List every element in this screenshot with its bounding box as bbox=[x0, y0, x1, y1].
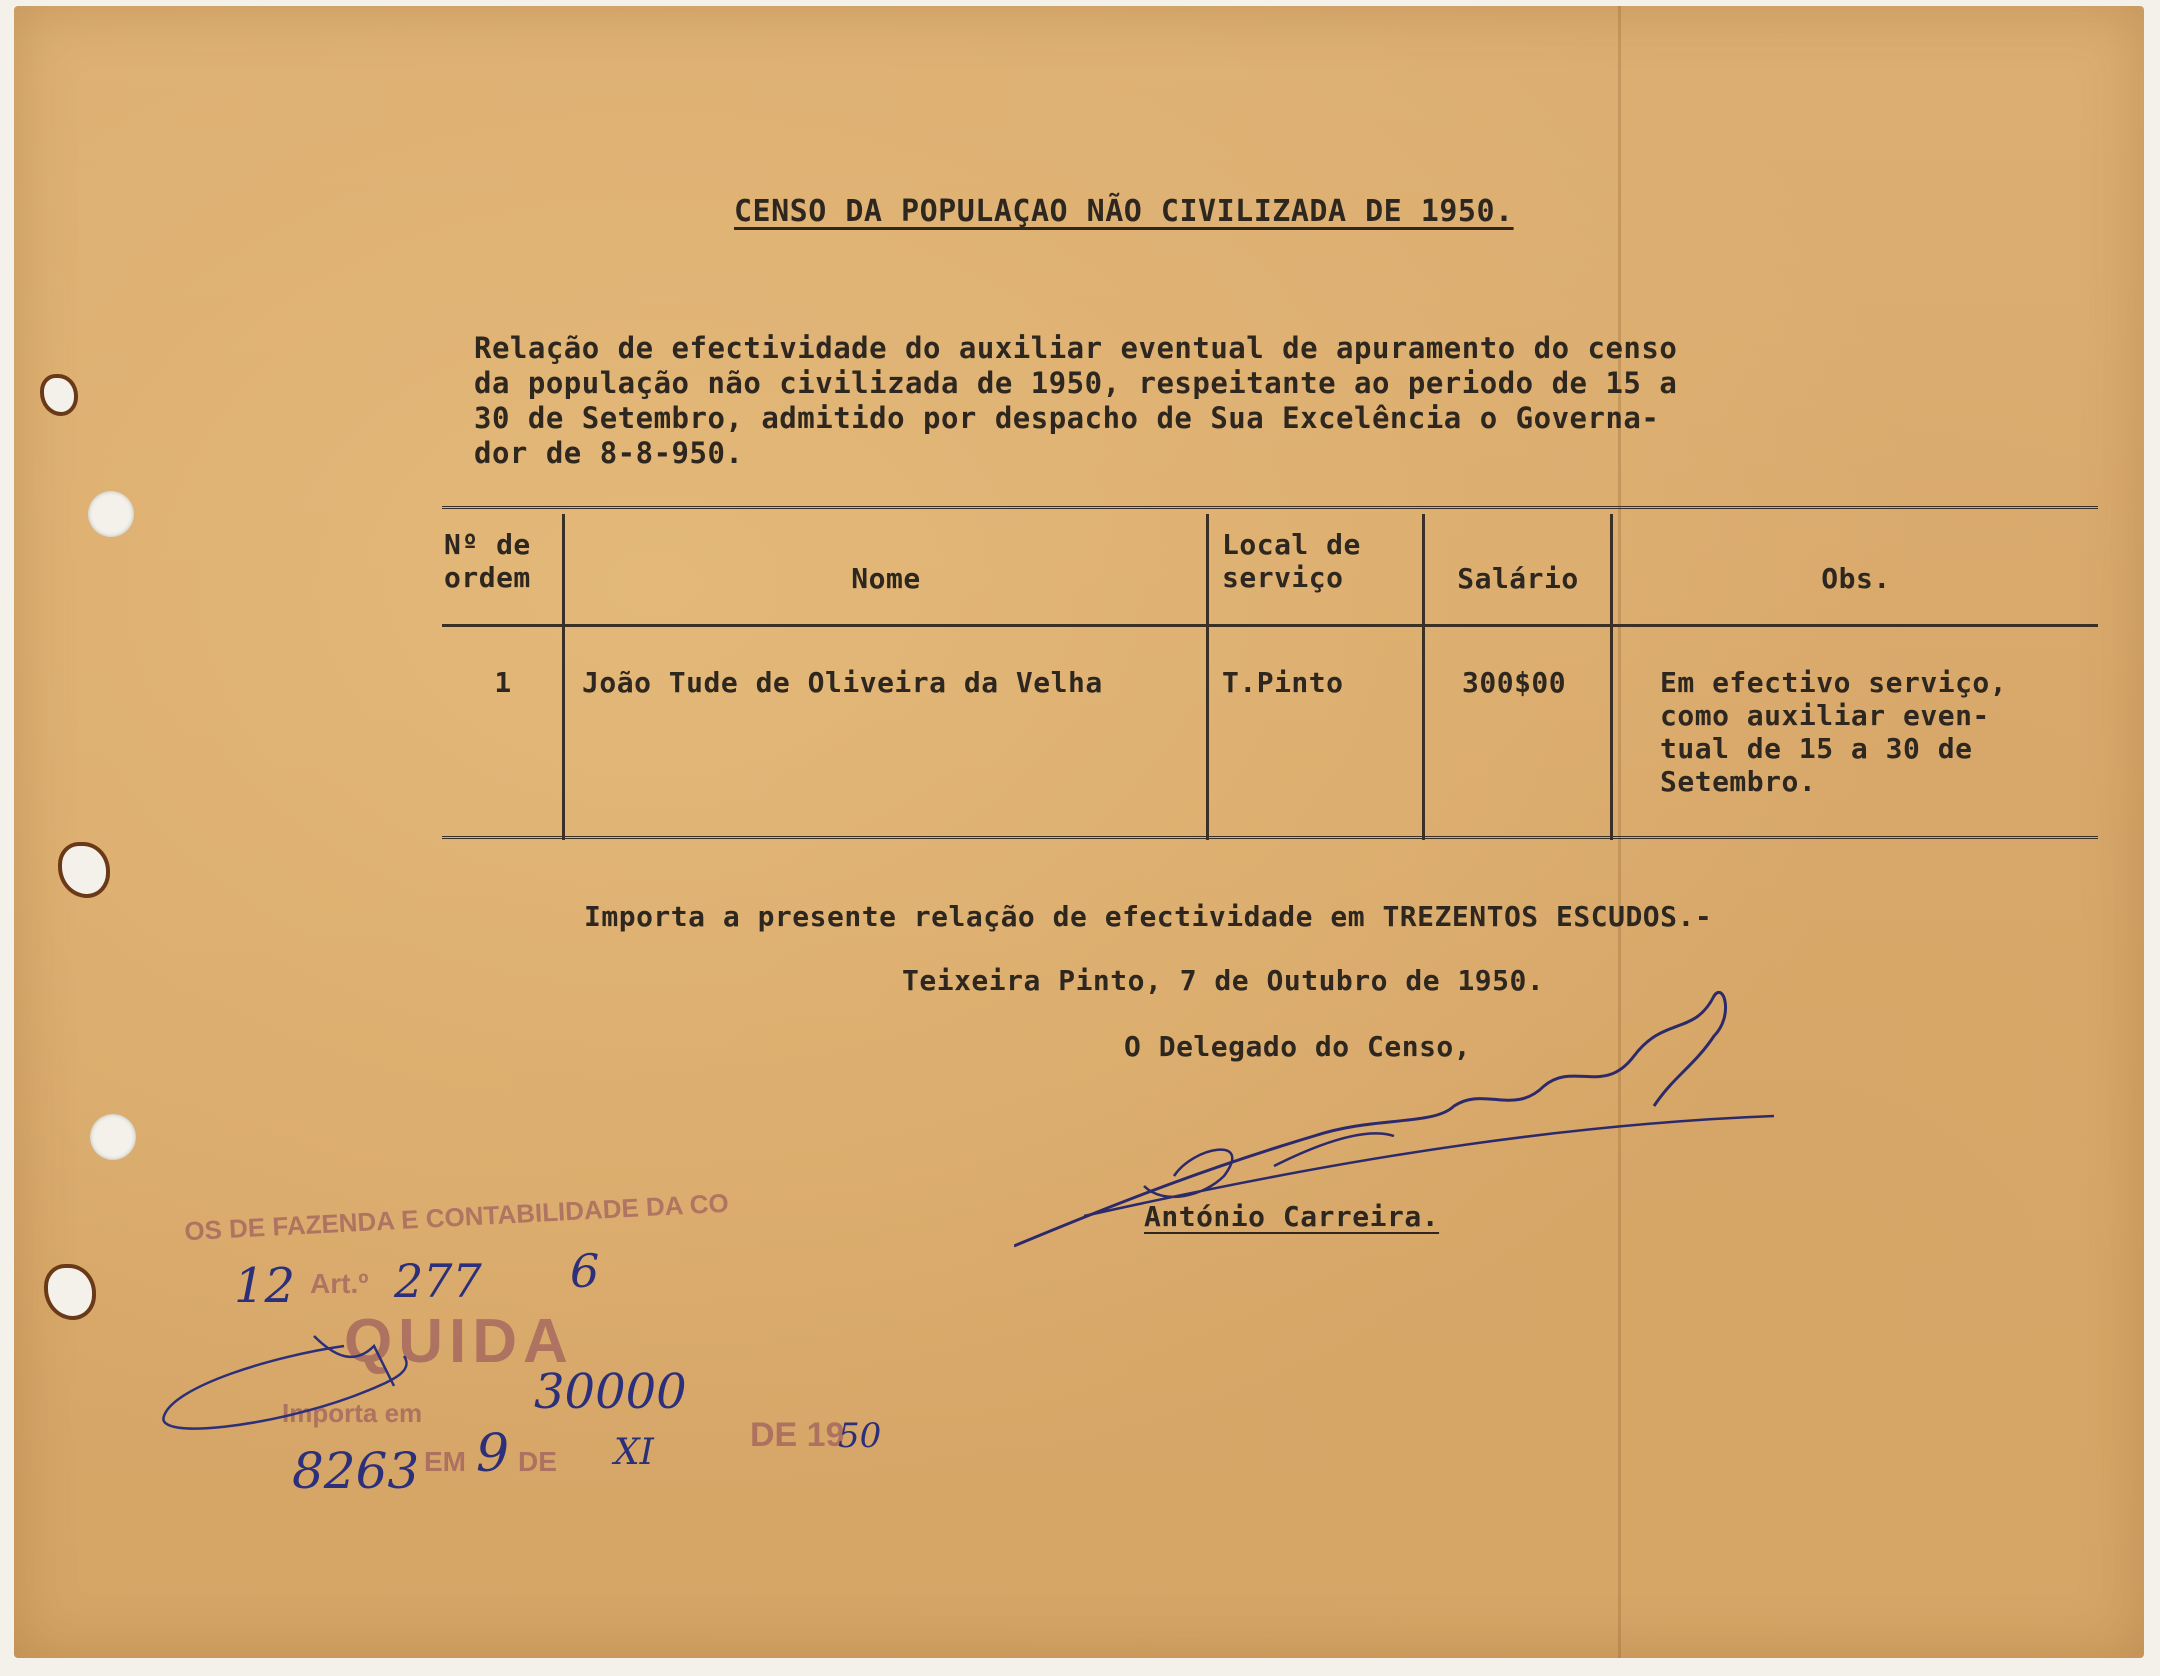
handwritten-day: 9 bbox=[476, 1424, 510, 1484]
burn-mark bbox=[62, 846, 106, 894]
handwritten-year: 50 bbox=[838, 1416, 882, 1456]
table-column-divider bbox=[562, 514, 565, 840]
intro-line: Relação de efectividade do auxiliar eventual de apuramento do censo bbox=[474, 331, 1678, 365]
document-page bbox=[14, 6, 2144, 1658]
table-bottom-rule bbox=[442, 836, 2098, 843]
row-obs: Em efectivo serviço, como auxiliar even- tual de 15 a 30 de Setembro. bbox=[1660, 666, 2008, 798]
paper-fold bbox=[1618, 6, 1621, 1658]
row-salario: 300$00 bbox=[1462, 666, 1567, 699]
stamp-header: OS DE FAZENDA E CONTABILIDADE DA CO bbox=[183, 1187, 730, 1247]
intro-line: 30 de Setembro, admitido por despacho de Sua Excelência o Governa- bbox=[474, 401, 1660, 435]
signatory-title: O Delegado do Censo, bbox=[1124, 1030, 1472, 1063]
handwritten-amount: 30000 bbox=[534, 1364, 687, 1420]
row-ordem: 1 bbox=[494, 666, 512, 699]
row-local: T.Pinto bbox=[1222, 666, 1344, 699]
table-header-rule bbox=[442, 624, 2098, 627]
place-date: Teixeira Pinto, 7 de Outubro de 1950. bbox=[902, 964, 1545, 997]
burn-mark bbox=[48, 1268, 92, 1316]
handwritten-month: XI bbox=[614, 1432, 654, 1473]
header-obs: Obs. bbox=[1821, 562, 1891, 595]
stamp-date-prefix: EM bbox=[424, 1446, 466, 1477]
intro-line: dor de 8-8-950. bbox=[474, 436, 744, 470]
stamp-liquidado: QUIDA bbox=[344, 1307, 574, 1376]
table-top-rule bbox=[442, 506, 2098, 513]
header-local: Local de serviço bbox=[1222, 528, 1361, 594]
handwritten-art-number: 277 bbox=[394, 1254, 482, 1308]
punch-hole bbox=[88, 491, 134, 537]
punch-hole bbox=[90, 1114, 136, 1160]
stamp-date-de: DE bbox=[518, 1446, 557, 1477]
intro-paragraph bbox=[474, 331, 1834, 471]
document-title: CENSO DA POPULAÇAO NÃO CIVILIZADA DE 1950. bbox=[734, 194, 1514, 229]
table-column-divider bbox=[1206, 514, 1209, 840]
signature bbox=[1014, 976, 1794, 1256]
table-column-divider bbox=[1422, 514, 1425, 840]
handwritten-flourish bbox=[154, 1326, 514, 1446]
burn-mark bbox=[44, 378, 74, 412]
header-nome: Nome bbox=[851, 562, 921, 595]
header-ordem: Nº de ordem bbox=[444, 528, 531, 594]
signatory-name: António Carreira. bbox=[1144, 1200, 1440, 1233]
stamp-importa-label: Importa em bbox=[282, 1398, 423, 1428]
stamp-date-year: DE 19 bbox=[750, 1416, 845, 1454]
table-column-divider bbox=[1610, 514, 1613, 840]
total-amount-text: Importa a presente relação de efectividade em TREZENTOS ESCUDOS.- bbox=[584, 900, 1713, 933]
row-nome: João Tude de Oliveira da Velha bbox=[582, 666, 1103, 699]
handwritten-ref: 12 bbox=[234, 1258, 296, 1314]
header-salario: Salário bbox=[1457, 562, 1579, 595]
stamp-art-label: Art.º bbox=[310, 1268, 369, 1299]
handwritten-n-number: 6 bbox=[570, 1244, 600, 1298]
intro-line: da população não civilizada de 1950, respeitante ao periodo de 15 a bbox=[474, 366, 1678, 400]
handwritten-entry: 8263 bbox=[292, 1442, 420, 1500]
